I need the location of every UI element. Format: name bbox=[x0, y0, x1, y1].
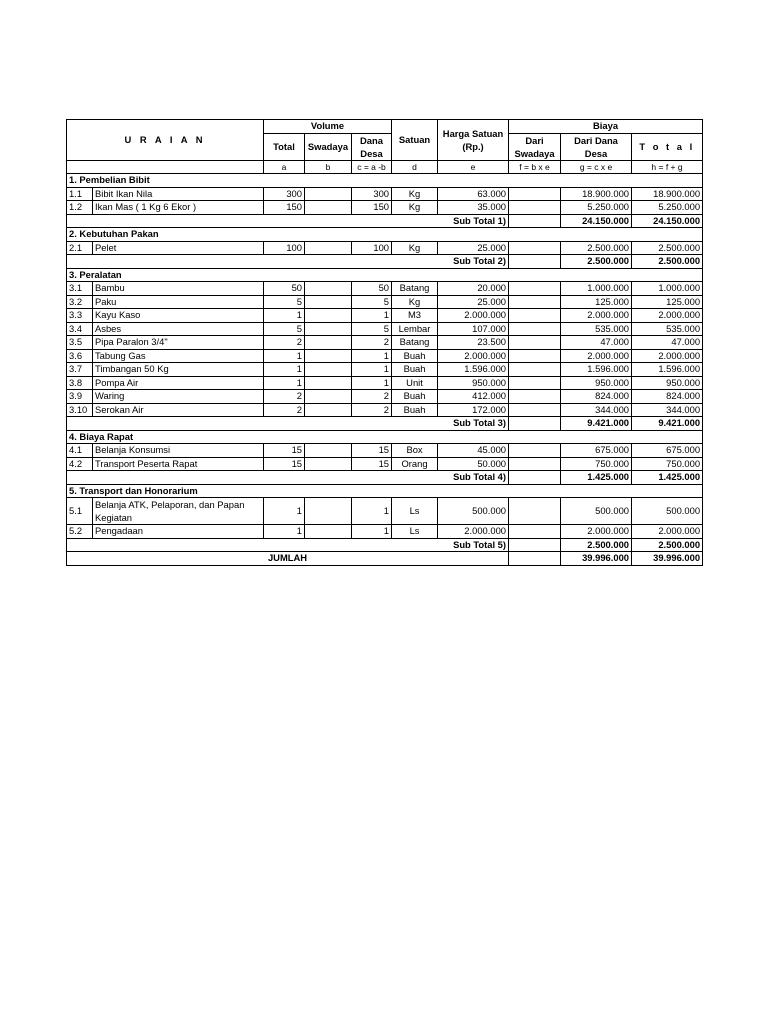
subtotal-total: 2.500.000 bbox=[632, 255, 703, 269]
item-name: Timbangan 50 Kg bbox=[93, 363, 264, 377]
biaya-total: 344.000 bbox=[632, 403, 703, 417]
subtotal-dari-swadaya bbox=[509, 417, 561, 431]
item-number: 3.6 bbox=[67, 349, 93, 363]
volume-total: 1 bbox=[264, 525, 305, 539]
item-name: Waring bbox=[93, 390, 264, 404]
subtotal-row bbox=[67, 255, 703, 269]
volume-swadaya bbox=[305, 444, 352, 458]
item-name: Asbes bbox=[93, 322, 264, 336]
satuan: Kg bbox=[392, 187, 438, 201]
biaya-total: 47.000 bbox=[632, 336, 703, 350]
biaya-dari-dana-desa: 535.000 bbox=[561, 322, 632, 336]
biaya-dari-dana-desa: 125.000 bbox=[561, 295, 632, 309]
subtotal-dari-swadaya bbox=[509, 255, 561, 269]
grand-total-total: 39.996.000 bbox=[632, 552, 703, 566]
biaya-dari-dana-desa: 47.000 bbox=[561, 336, 632, 350]
volume-swadaya bbox=[305, 376, 352, 390]
subtotal-label: Sub Total 2) bbox=[67, 255, 509, 269]
satuan: Buah bbox=[392, 349, 438, 363]
item-name: Belanja Konsumsi bbox=[93, 444, 264, 458]
volume-dana-desa: 1 bbox=[352, 376, 392, 390]
subtotal-total: 1.425.000 bbox=[632, 471, 703, 485]
biaya-dari-swadaya bbox=[509, 201, 561, 215]
code-d: d bbox=[392, 160, 438, 174]
budget-table bbox=[66, 119, 703, 566]
subtotal-total: 2.500.000 bbox=[632, 538, 703, 552]
biaya-dari-swadaya bbox=[509, 403, 561, 417]
biaya-dari-swadaya bbox=[509, 363, 561, 377]
item-number: 5.1 bbox=[67, 498, 93, 525]
code-f: f = b x e bbox=[509, 160, 561, 174]
item-name: Belanja ATK, Pelaporan, dan Papan Kegiatan bbox=[93, 498, 264, 525]
harga-satuan: 412.000 bbox=[438, 390, 509, 404]
header-vol-swadaya: Swadaya bbox=[305, 133, 352, 160]
biaya-dari-dana-desa: 824.000 bbox=[561, 390, 632, 404]
subtotal-dari-dana-desa: 2.500.000 bbox=[561, 255, 632, 269]
item-name: Pompa Air bbox=[93, 376, 264, 390]
code-c: c = a -b bbox=[352, 160, 392, 174]
item-name: Transport Peserta Rapat bbox=[93, 457, 264, 471]
code-b: b bbox=[305, 160, 352, 174]
table-row bbox=[67, 336, 703, 350]
subtotal-row bbox=[67, 538, 703, 552]
harga-satuan: 23.500 bbox=[438, 336, 509, 350]
biaya-dari-swadaya bbox=[509, 322, 561, 336]
table-row bbox=[67, 403, 703, 417]
item-number: 3.3 bbox=[67, 309, 93, 323]
harga-satuan: 25.000 bbox=[438, 241, 509, 255]
biaya-total: 125.000 bbox=[632, 295, 703, 309]
volume-dana-desa: 2 bbox=[352, 403, 392, 417]
volume-dana-desa: 5 bbox=[352, 322, 392, 336]
section-header-row bbox=[67, 268, 703, 282]
volume-total: 2 bbox=[264, 390, 305, 404]
volume-swadaya bbox=[305, 525, 352, 539]
volume-total: 5 bbox=[264, 322, 305, 336]
code-h: h = f + g bbox=[632, 160, 703, 174]
harga-satuan: 35.000 bbox=[438, 201, 509, 215]
section-title: 5. Transport dan Honorarium bbox=[67, 484, 703, 498]
table-row bbox=[67, 525, 703, 539]
satuan: Kg bbox=[392, 241, 438, 255]
volume-swadaya bbox=[305, 309, 352, 323]
subtotal-dari-dana-desa: 24.150.000 bbox=[561, 214, 632, 228]
satuan: Batang bbox=[392, 282, 438, 296]
subtotal-label: Sub Total 5) bbox=[67, 538, 509, 552]
volume-dana-desa: 1 bbox=[352, 309, 392, 323]
volume-swadaya bbox=[305, 322, 352, 336]
item-name: Bambu bbox=[93, 282, 264, 296]
harga-satuan: 50.000 bbox=[438, 457, 509, 471]
volume-swadaya bbox=[305, 336, 352, 350]
volume-total: 100 bbox=[264, 241, 305, 255]
biaya-dari-swadaya bbox=[509, 187, 561, 201]
biaya-dari-dana-desa: 675.000 bbox=[561, 444, 632, 458]
header-dari-swadaya: Dari Swadaya bbox=[509, 133, 561, 160]
biaya-dari-swadaya bbox=[509, 309, 561, 323]
grand-total-label: JUMLAH bbox=[67, 552, 509, 566]
subtotal-row bbox=[67, 471, 703, 485]
volume-swadaya bbox=[305, 363, 352, 377]
table-row bbox=[67, 363, 703, 377]
biaya-dari-dana-desa: 950.000 bbox=[561, 376, 632, 390]
item-number: 4.1 bbox=[67, 444, 93, 458]
biaya-dari-dana-desa: 500.000 bbox=[561, 498, 632, 525]
grand-total-dari-swadaya bbox=[509, 552, 561, 566]
header-dari-dana-desa: Dari Dana Desa bbox=[561, 133, 632, 160]
column-codes-row bbox=[67, 160, 703, 174]
biaya-dari-swadaya bbox=[509, 295, 561, 309]
header-volume: Volume bbox=[264, 120, 392, 134]
biaya-dari-dana-desa: 2.000.000 bbox=[561, 309, 632, 323]
item-number: 1.1 bbox=[67, 187, 93, 201]
biaya-total: 675.000 bbox=[632, 444, 703, 458]
section-header-row bbox=[67, 228, 703, 242]
biaya-dari-dana-desa: 1.000.000 bbox=[561, 282, 632, 296]
volume-dana-desa: 1 bbox=[352, 498, 392, 525]
header-total: T o t a l bbox=[632, 133, 703, 160]
harga-satuan: 63.000 bbox=[438, 187, 509, 201]
table-row bbox=[67, 295, 703, 309]
subtotal-dari-swadaya bbox=[509, 471, 561, 485]
harga-satuan: 25.000 bbox=[438, 295, 509, 309]
volume-total: 1 bbox=[264, 309, 305, 323]
satuan: Batang bbox=[392, 336, 438, 350]
biaya-dari-swadaya bbox=[509, 336, 561, 350]
biaya-total: 824.000 bbox=[632, 390, 703, 404]
header-biaya: Biaya bbox=[509, 120, 703, 134]
volume-total: 1 bbox=[264, 376, 305, 390]
table-row bbox=[67, 241, 703, 255]
header-vol-total: Total bbox=[264, 133, 305, 160]
item-name: Tabung Gas bbox=[93, 349, 264, 363]
section-header-row bbox=[67, 174, 703, 188]
section-title: 3. Peralatan bbox=[67, 268, 703, 282]
volume-swadaya bbox=[305, 403, 352, 417]
code-a: a bbox=[264, 160, 305, 174]
biaya-dari-swadaya bbox=[509, 241, 561, 255]
subtotal-total: 24.150.000 bbox=[632, 214, 703, 228]
section-title: 1. Pembelian Bibit bbox=[67, 174, 703, 188]
satuan: Buah bbox=[392, 403, 438, 417]
biaya-dari-swadaya bbox=[509, 525, 561, 539]
item-number: 2.1 bbox=[67, 241, 93, 255]
volume-dana-desa: 300 bbox=[352, 187, 392, 201]
item-name: Serokan Air bbox=[93, 403, 264, 417]
subtotal-row bbox=[67, 417, 703, 431]
code-g: g = c x e bbox=[561, 160, 632, 174]
harga-satuan: 20.000 bbox=[438, 282, 509, 296]
table-row bbox=[67, 282, 703, 296]
satuan: Kg bbox=[392, 295, 438, 309]
item-number: 3.4 bbox=[67, 322, 93, 336]
biaya-total: 18.900.000 bbox=[632, 187, 703, 201]
biaya-dari-dana-desa: 1.596.000 bbox=[561, 363, 632, 377]
item-number: 3.7 bbox=[67, 363, 93, 377]
biaya-dari-dana-desa: 2.000.000 bbox=[561, 349, 632, 363]
volume-swadaya bbox=[305, 390, 352, 404]
biaya-dari-swadaya bbox=[509, 349, 561, 363]
satuan: Box bbox=[392, 444, 438, 458]
item-name: Pengadaan bbox=[93, 525, 264, 539]
table-row bbox=[67, 322, 703, 336]
volume-dana-desa: 1 bbox=[352, 525, 392, 539]
volume-total: 15 bbox=[264, 457, 305, 471]
volume-dana-desa: 150 bbox=[352, 201, 392, 215]
item-number: 3.9 bbox=[67, 390, 93, 404]
volume-dana-desa: 5 bbox=[352, 295, 392, 309]
grand-total-row bbox=[67, 552, 703, 566]
subtotal-dari-dana-desa: 2.500.000 bbox=[561, 538, 632, 552]
harga-satuan: 107.000 bbox=[438, 322, 509, 336]
biaya-dari-dana-desa: 750.000 bbox=[561, 457, 632, 471]
biaya-total: 5.250.000 bbox=[632, 201, 703, 215]
satuan: Lembar bbox=[392, 322, 438, 336]
biaya-total: 1.596.000 bbox=[632, 363, 703, 377]
biaya-dari-swadaya bbox=[509, 376, 561, 390]
table-body bbox=[67, 174, 703, 566]
satuan: Unit bbox=[392, 376, 438, 390]
volume-swadaya bbox=[305, 349, 352, 363]
biaya-total: 2.500.000 bbox=[632, 241, 703, 255]
grand-total-dari-dana-desa: 39.996.000 bbox=[561, 552, 632, 566]
volume-dana-desa: 1 bbox=[352, 363, 392, 377]
biaya-dari-dana-desa: 2.000.000 bbox=[561, 525, 632, 539]
table-row bbox=[67, 444, 703, 458]
biaya-total: 1.000.000 bbox=[632, 282, 703, 296]
volume-dana-desa: 50 bbox=[352, 282, 392, 296]
volume-swadaya bbox=[305, 241, 352, 255]
item-name: Bibit Ikan Nila bbox=[93, 187, 264, 201]
biaya-total: 500.000 bbox=[632, 498, 703, 525]
volume-total: 1 bbox=[264, 498, 305, 525]
harga-satuan: 2.000.000 bbox=[438, 349, 509, 363]
harga-satuan: 2.000.000 bbox=[438, 525, 509, 539]
volume-total: 300 bbox=[264, 187, 305, 201]
harga-satuan: 950.000 bbox=[438, 376, 509, 390]
satuan: M3 bbox=[392, 309, 438, 323]
volume-dana-desa: 100 bbox=[352, 241, 392, 255]
table-row bbox=[67, 498, 703, 525]
code-e: e bbox=[438, 160, 509, 174]
volume-swadaya bbox=[305, 295, 352, 309]
volume-swadaya bbox=[305, 201, 352, 215]
subtotal-label: Sub Total 4) bbox=[67, 471, 509, 485]
biaya-dari-dana-desa: 344.000 bbox=[561, 403, 632, 417]
biaya-dari-swadaya bbox=[509, 444, 561, 458]
biaya-total: 2.000.000 bbox=[632, 349, 703, 363]
item-number: 1.2 bbox=[67, 201, 93, 215]
subtotal-label: Sub Total 1) bbox=[67, 214, 509, 228]
subtotal-dari-dana-desa: 9.421.000 bbox=[561, 417, 632, 431]
subtotal-dari-dana-desa: 1.425.000 bbox=[561, 471, 632, 485]
table-row bbox=[67, 187, 703, 201]
header-harga-satuan: Harga Satuan (Rp.) bbox=[438, 120, 509, 161]
volume-swadaya bbox=[305, 187, 352, 201]
table-row bbox=[67, 309, 703, 323]
satuan: Ls bbox=[392, 498, 438, 525]
volume-dana-desa: 15 bbox=[352, 457, 392, 471]
biaya-dari-dana-desa: 18.900.000 bbox=[561, 187, 632, 201]
item-number: 3.1 bbox=[67, 282, 93, 296]
table-header bbox=[67, 120, 703, 174]
volume-dana-desa: 2 bbox=[352, 336, 392, 350]
section-title: 2. Kebutuhan Pakan bbox=[67, 228, 703, 242]
item-number: 3.2 bbox=[67, 295, 93, 309]
table-row bbox=[67, 201, 703, 215]
item-number: 3.10 bbox=[67, 403, 93, 417]
subtotal-dari-swadaya bbox=[509, 538, 561, 552]
satuan: Ls bbox=[392, 525, 438, 539]
satuan: Kg bbox=[392, 201, 438, 215]
item-number: 3.5 bbox=[67, 336, 93, 350]
section-header-row bbox=[67, 484, 703, 498]
table-row bbox=[67, 376, 703, 390]
volume-total: 50 bbox=[264, 282, 305, 296]
volume-dana-desa: 1 bbox=[352, 349, 392, 363]
item-name: Kayu Kaso bbox=[93, 309, 264, 323]
volume-total: 5 bbox=[264, 295, 305, 309]
subtotal-label: Sub Total 3) bbox=[67, 417, 509, 431]
volume-total: 2 bbox=[264, 403, 305, 417]
header-satuan: Satuan bbox=[392, 120, 438, 161]
biaya-total: 750.000 bbox=[632, 457, 703, 471]
header-vol-dana-desa: Dana Desa bbox=[352, 133, 392, 160]
biaya-dari-swadaya bbox=[509, 390, 561, 404]
biaya-total: 535.000 bbox=[632, 322, 703, 336]
subtotal-total: 9.421.000 bbox=[632, 417, 703, 431]
volume-dana-desa: 15 bbox=[352, 444, 392, 458]
harga-satuan: 172.000 bbox=[438, 403, 509, 417]
biaya-dari-swadaya bbox=[509, 498, 561, 525]
biaya-dari-dana-desa: 2.500.000 bbox=[561, 241, 632, 255]
biaya-dari-swadaya bbox=[509, 457, 561, 471]
harga-satuan: 1.596.000 bbox=[438, 363, 509, 377]
biaya-dari-swadaya bbox=[509, 282, 561, 296]
item-number: 3.8 bbox=[67, 376, 93, 390]
volume-swadaya bbox=[305, 498, 352, 525]
item-name: Pipa Paralon 3/4" bbox=[93, 336, 264, 350]
volume-total: 1 bbox=[264, 349, 305, 363]
volume-total: 150 bbox=[264, 201, 305, 215]
volume-total: 2 bbox=[264, 336, 305, 350]
item-name: Pelet bbox=[93, 241, 264, 255]
subtotal-dari-swadaya bbox=[509, 214, 561, 228]
section-title: 4. Biaya Rapat bbox=[67, 430, 703, 444]
volume-swadaya bbox=[305, 457, 352, 471]
volume-total: 15 bbox=[264, 444, 305, 458]
item-name: Paku bbox=[93, 295, 264, 309]
volume-swadaya bbox=[305, 282, 352, 296]
table-row bbox=[67, 349, 703, 363]
table-row bbox=[67, 457, 703, 471]
biaya-dari-dana-desa: 5.250.000 bbox=[561, 201, 632, 215]
satuan: Orang bbox=[392, 457, 438, 471]
satuan: Buah bbox=[392, 390, 438, 404]
satuan: Buah bbox=[392, 363, 438, 377]
harga-satuan: 500.000 bbox=[438, 498, 509, 525]
subtotal-row bbox=[67, 214, 703, 228]
volume-total: 1 bbox=[264, 363, 305, 377]
volume-dana-desa: 2 bbox=[352, 390, 392, 404]
item-number: 5.2 bbox=[67, 525, 93, 539]
table-row bbox=[67, 390, 703, 404]
harga-satuan: 45.000 bbox=[438, 444, 509, 458]
section-header-row bbox=[67, 430, 703, 444]
item-name: Ikan Mas ( 1 Kg 6 Ekor ) bbox=[93, 201, 264, 215]
header-uraian: U R A I A N bbox=[67, 120, 264, 161]
harga-satuan: 2.000.000 bbox=[438, 309, 509, 323]
biaya-total: 2.000.000 bbox=[632, 309, 703, 323]
item-number: 4.2 bbox=[67, 457, 93, 471]
biaya-total: 2.000.000 bbox=[632, 525, 703, 539]
biaya-total: 950.000 bbox=[632, 376, 703, 390]
